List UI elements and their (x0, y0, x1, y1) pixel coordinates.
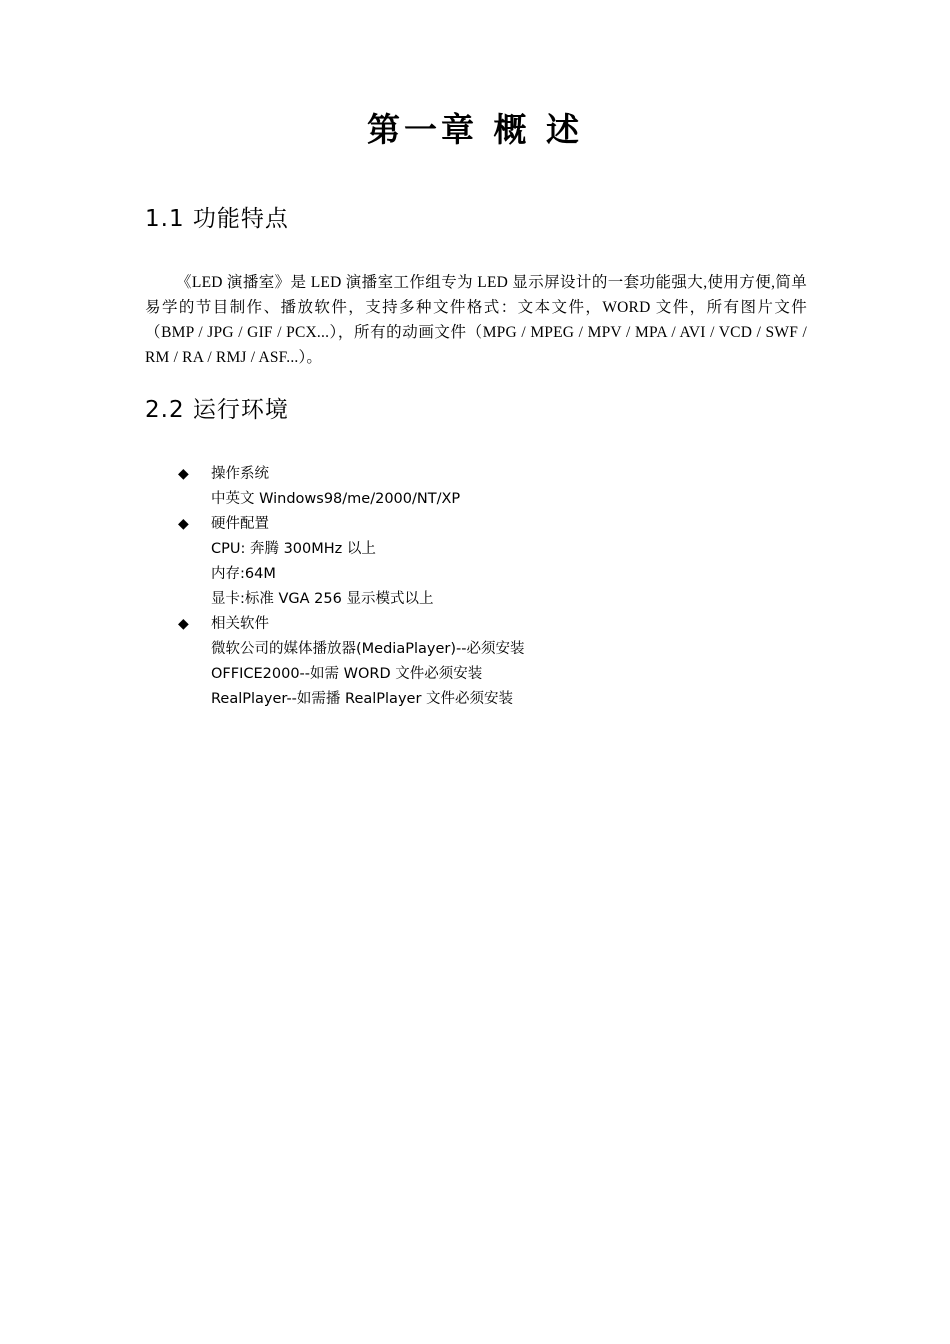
environment-list (178, 462, 524, 712)
diamond-bullet-icon: ◆ (178, 466, 189, 482)
list-item-hardware (178, 512, 524, 612)
list-item-software (178, 612, 524, 712)
detail-list (178, 637, 524, 712)
detail-line: 显卡:标准 VGA 256 显示模式以上 (211, 591, 434, 607)
section-heading-features: 1.1 功能特点 (145, 206, 289, 232)
detail-line: CPU: 奔腾 300MHz 以上 (211, 541, 376, 557)
chapter-title: 第一章 概 述 (367, 110, 583, 149)
diamond-bullet-icon: ◆ (178, 516, 189, 532)
list-item-title: 硬件配置 (211, 516, 269, 532)
detail-list (178, 537, 524, 612)
features-paragraph: 《LED 演播室》是 LED 演播室工作组专为 LED 显示屏设计的一套功能强大,使用方便,简单易学的节目制作、播放软件，支持多种文件格式：文本文件，WORD 文件，所有图片文件（BMP / JPG / GIF / PCX...），所有的动画文件（MPG / MPEG / MPV / MPA / AVI / VCD / SWF / RM / RA / RMJ / ASF...）。 (145, 274, 807, 366)
list-item-title: 操作系统 (211, 466, 269, 482)
detail-line: 中英文 Windows98/me/2000/NT/XP (211, 491, 461, 507)
detail-list (178, 487, 524, 512)
list-item-title: 相关软件 (211, 616, 269, 632)
list-item-os (178, 462, 524, 512)
section-heading-environment: 2.2 运行环境 (145, 397, 289, 423)
detail-line: OFFICE2000--如需 WORD 文件必须安装 (211, 666, 483, 682)
detail-line: 微软公司的媒体播放器(MediaPlayer)--必须安装 (211, 641, 525, 657)
detail-line: RealPlayer--如需播 RealPlayer 文件必须安装 (211, 691, 514, 707)
detail-line: 内存:64M (211, 566, 276, 582)
diamond-bullet-icon: ◆ (178, 616, 189, 632)
